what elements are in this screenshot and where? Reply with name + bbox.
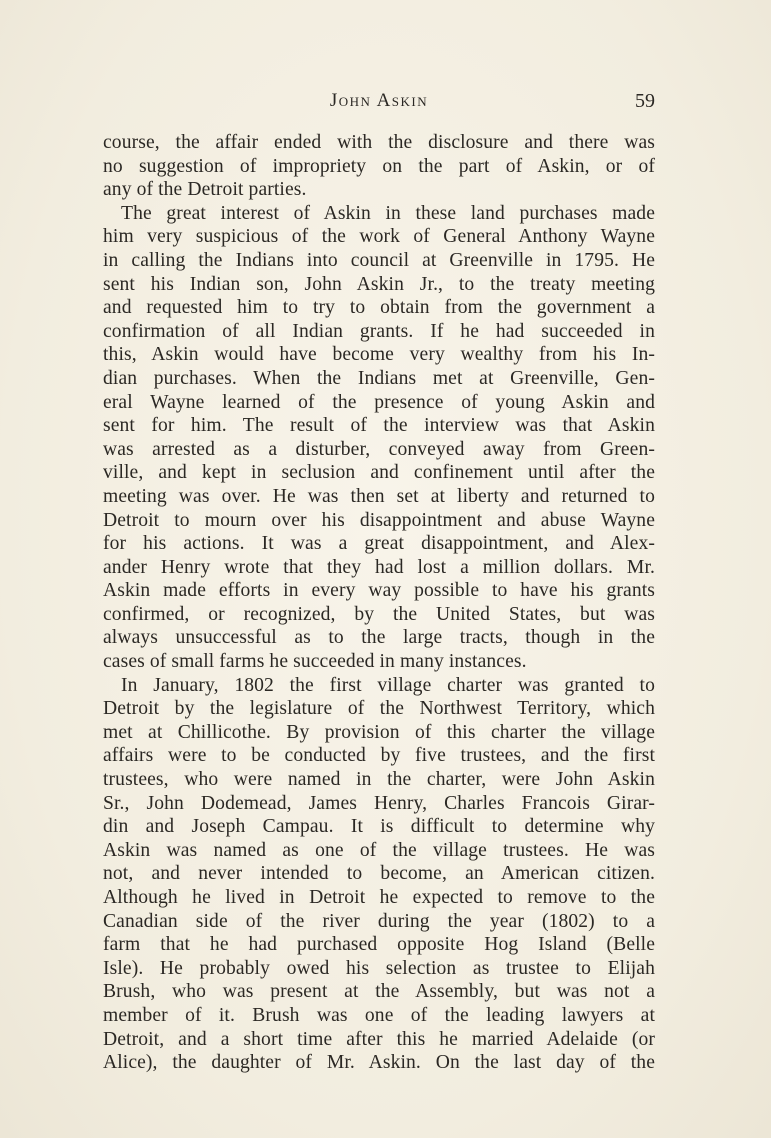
text-line: him very suspicious of the work of General Anthony Wayne <box>103 226 655 248</box>
text-line: for his actions. It was a great disappointment, and Alex- <box>103 533 655 555</box>
text-line: dian purchases. When the Indians met at Greenville, Gen- <box>103 367 655 389</box>
text-line: Detroit, and a short time after this he married Adelaide (or <box>103 1028 655 1050</box>
text-line: The great interest of Askin in these land purchases made <box>121 202 655 224</box>
text-line: confirmed, or recognized, by the United States, but was <box>103 603 655 625</box>
text-line: Alice), the daughter of Mr. Askin. On the last day of the <box>103 1052 655 1074</box>
text-line: Although he lived in Detroit he expected to remove to the <box>103 887 655 908</box>
text-line: din and Joseph Campau. It is difficult to determine why <box>103 816 655 838</box>
text-line: Detroit to mourn over his disappointment and abuse Wayne <box>103 509 655 531</box>
text-line: sent for him. The result of the interview was that Askin <box>103 415 655 437</box>
running-head <box>103 90 655 116</box>
text-line: any of the Detroit parties. <box>103 179 307 201</box>
text-line: trustees, who were named in the charter, were John Askin <box>103 769 655 791</box>
text-line: meeting was over. He was then set at liberty and returned to <box>103 485 655 507</box>
page-number: 59 <box>635 90 655 112</box>
text-line: Brush, who was present at the Assembly, but was not a <box>103 981 655 1003</box>
text-line: was arrested as a disturber, conveyed away from Green- <box>103 438 655 460</box>
text-line: ville, and kept in seclusion and confinement until after the <box>103 462 655 484</box>
text-line: course, the affair ended with the disclosure and there was <box>103 132 655 153</box>
text-line: no suggestion of impropriety on the part of Askin, or of <box>103 155 655 177</box>
text-line: and requested him to try to obtain from the government a <box>103 297 655 319</box>
text-line: Askin made efforts in every way possible to have his grants <box>103 580 655 602</box>
text-line: Askin was named as one of the village trustees. He was <box>103 839 655 861</box>
text-line: cases of small farms he succeeded in many instances. <box>103 651 527 673</box>
text-line: Isle). He probably owed his selection as trustee to Elijah <box>103 957 655 979</box>
text-line: met at Chillicothe. By provision of this charter the village <box>103 721 655 743</box>
text-line: ander Henry wrote that they had lost a million dollars. Mr. <box>103 556 655 578</box>
text-line: not, and never intended to become, an American citizen. <box>103 863 655 885</box>
text-line: in calling the Indians into council at Greenville in 1795. He <box>103 249 655 271</box>
text-line: In January, 1802 the first village charter was granted to <box>121 674 655 696</box>
text-line: Canadian side of the river during the year (1802) to a <box>103 910 655 932</box>
text-line: Detroit by the legislature of the Northwest Territory, which <box>103 698 655 720</box>
text-line: always unsuccessful as to the large tracts, though in the <box>103 627 655 649</box>
running-title: John Askin <box>329 90 429 111</box>
text-line: eral Wayne learned of the presence of young Askin and <box>103 391 655 413</box>
body-text <box>103 131 655 1075</box>
text-line: sent his Indian son, John Askin Jr., to the treaty meeting <box>103 273 655 295</box>
text-line: Sr., John Dodemead, James Henry, Charles Francois Girar- <box>103 792 655 814</box>
text-line: affairs were to be conducted by five trustees, and the first <box>103 745 655 767</box>
text-line: member of it. Brush was one of the leading lawyers at <box>103 1004 655 1026</box>
text-line: farm that he had purchased opposite Hog Island (Belle <box>103 934 655 956</box>
text-line: confirmation of all Indian grants. If he had succeeded in <box>103 320 655 342</box>
text-line: this, Askin would have become very wealthy from his In- <box>103 344 655 366</box>
